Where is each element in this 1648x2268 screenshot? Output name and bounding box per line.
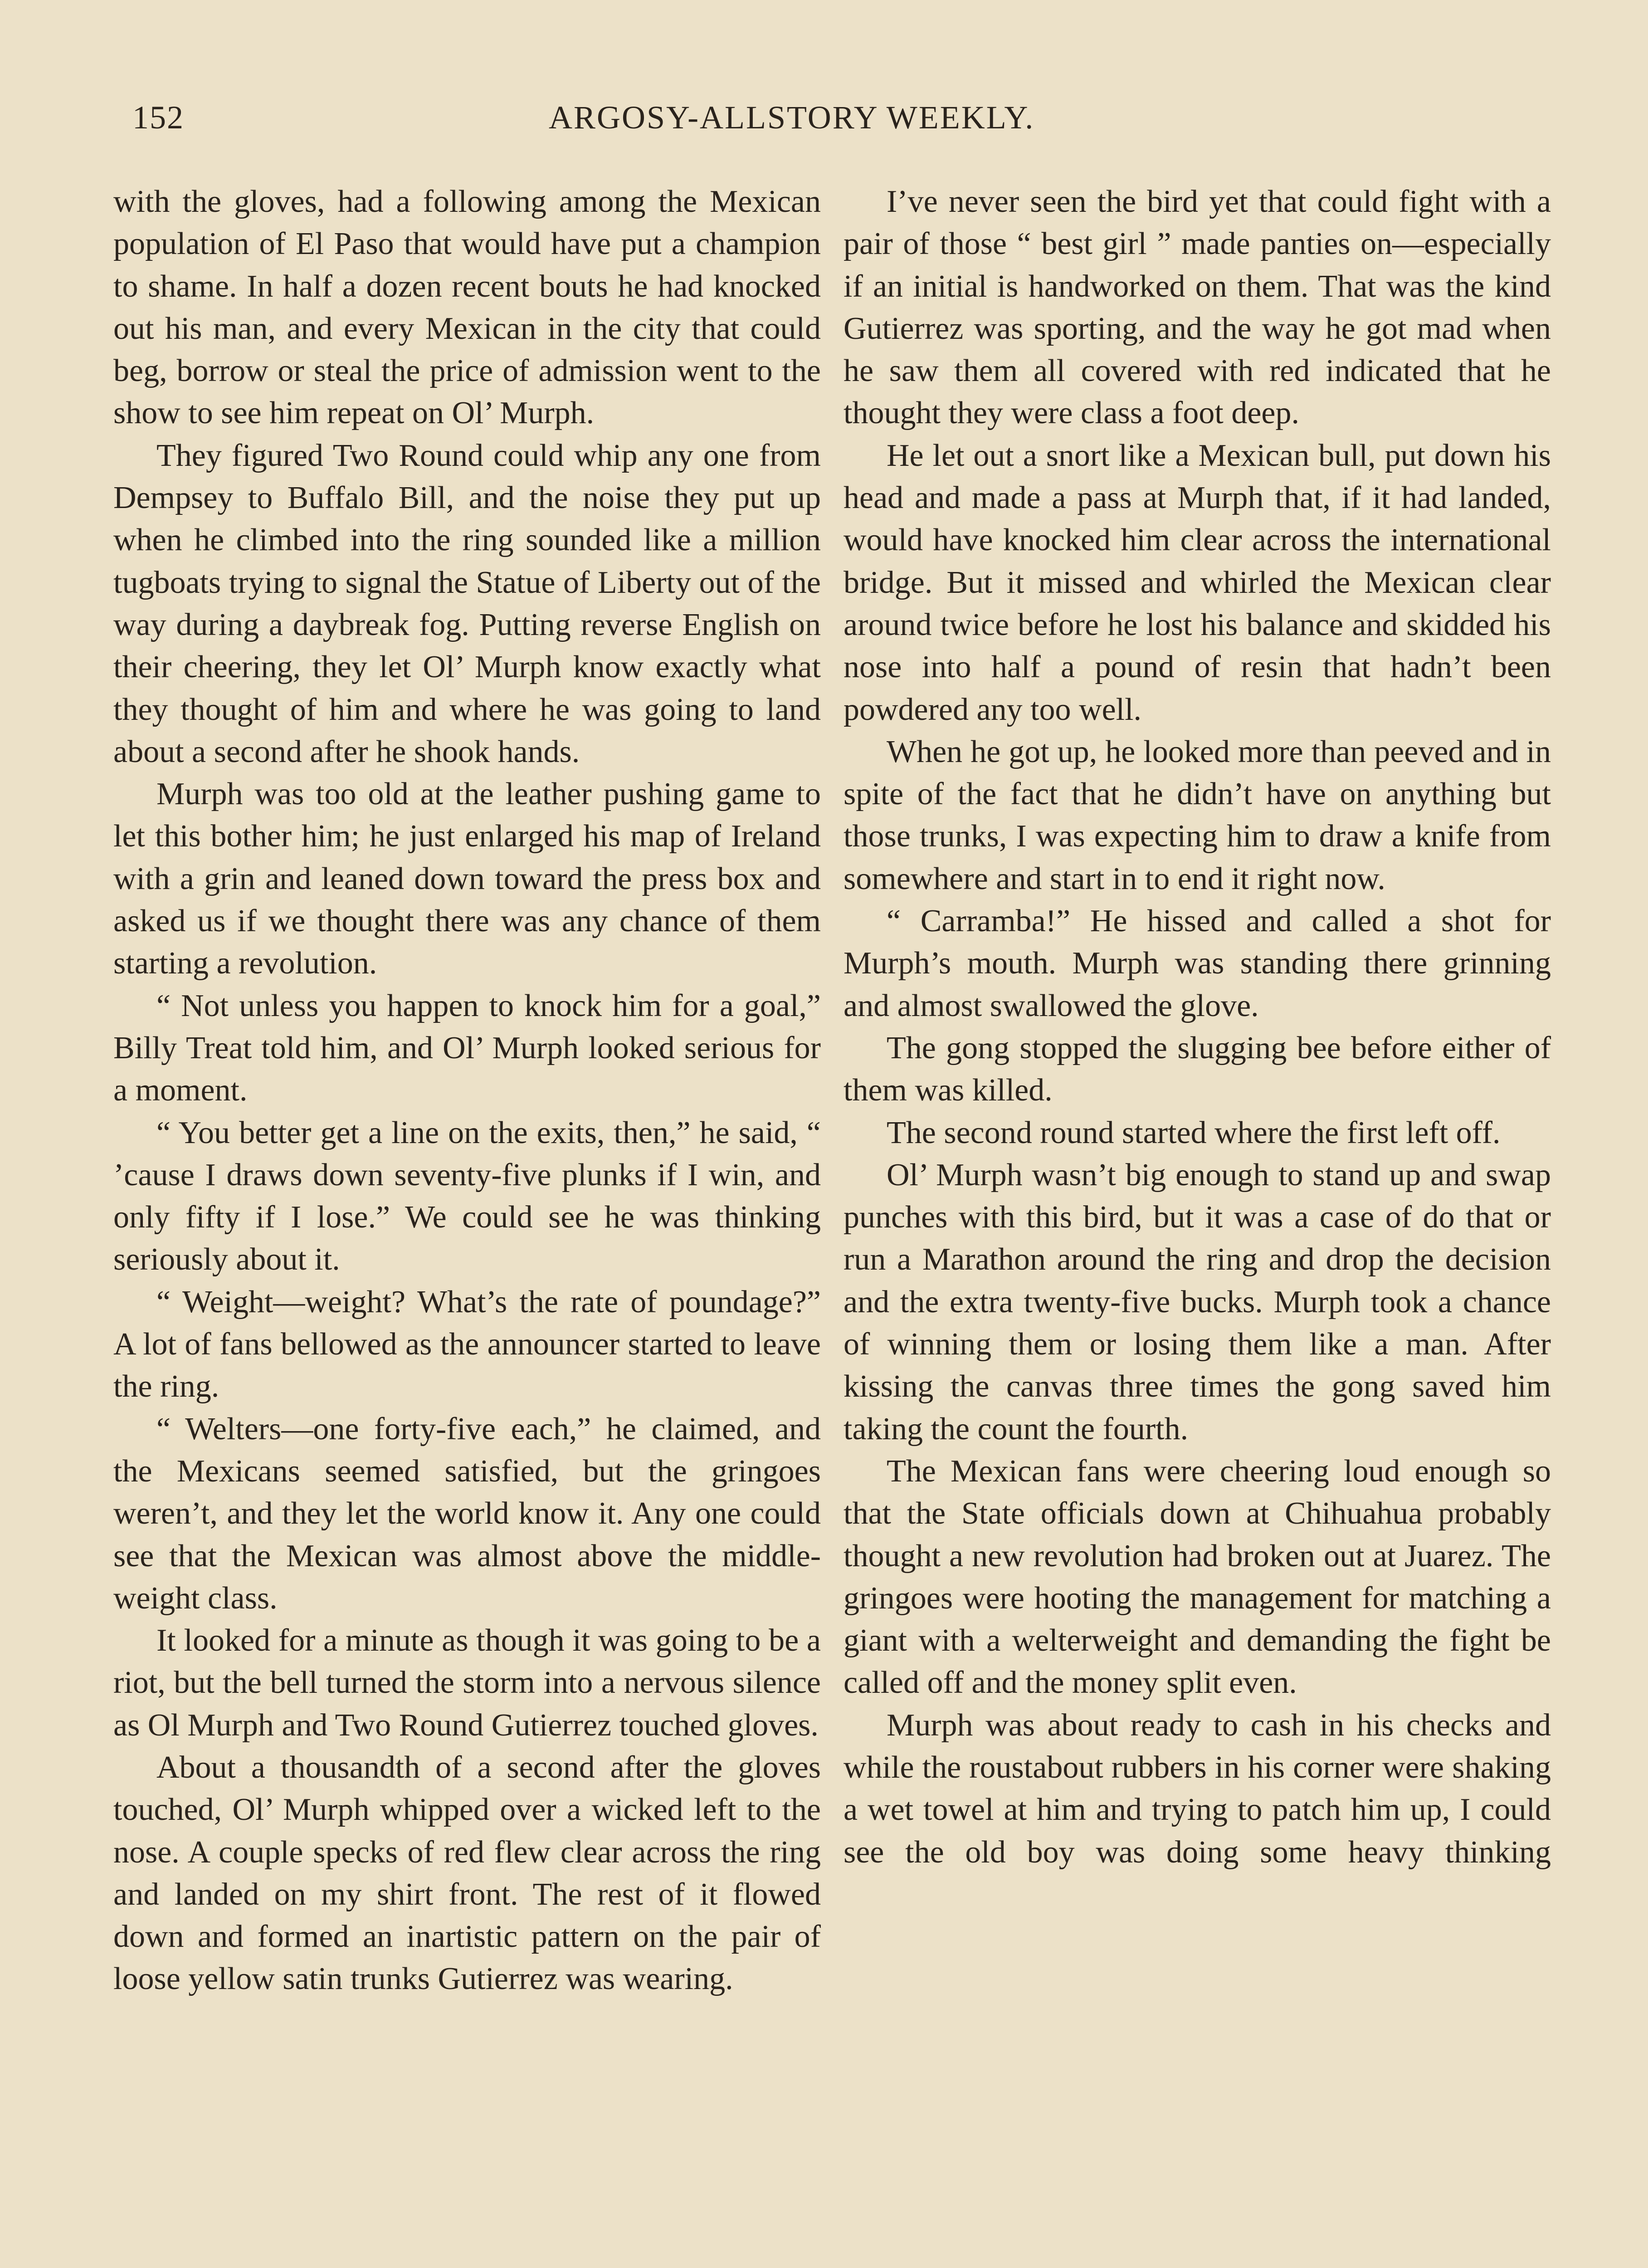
right-column [844,181,1551,1873]
paragraph: “ You better get a line on the exits, then,” he said, “ ’cause I draws down seventy-five plunks if I win, and only fifty if I lose.” We could see he was thinking seriously about it. [113,1115,821,1277]
left-column [113,181,821,2000]
paragraph: “ Carramba!” He hissed and called a shot for Murph’s mouth. Murph was standing there grinning and almost swallowed the glove. [844,904,1551,1023]
paragraph: Murph was too old at the leather pushing game to let this bother him; he just enlarged his map of Ireland with a grin and leaned down toward the press box and asked us if we thought there was any chance of them starting a revolution. [113,777,821,981]
running-head: ARGOSY-ALLSTORY WEEKLY. [549,99,1035,136]
paragraph: “ Welters—one forty-five each,” he claimed, and the Mexicans seemed satisfied, but the gringoes weren’t, and they let the world know it. Any one could see that the Mexican was almost above the middleweight class. [113,1411,821,1616]
paragraph: with the gloves, had a following among the Mexican population of El Paso that would have put a champion to shame. In half a dozen recent bouts he had knocked out his man, and every Mexican in the city that could beg, borrow or steal the price of admission went to the show to see him repeat on Ol’ Murph. [113,184,821,431]
page-number: 152 [132,99,184,136]
paragraph: It looked for a minute as though it was going to be a riot, but the bell turned the storm into a nervous silence as Ol Murph and Two Round Gutierrez touched gloves. [113,1623,821,1743]
paragraph: The second round started where the first left off. [887,1115,1501,1150]
paragraph: I’ve never seen the bird yet that could fight with a pair of those “ best girl ” made panties on—especially if an initial is handworked on them. That was the kind Gutierrez was sporting, and the way he got mad when he saw them all covered with red indicated that he thought they were class a foot deep. [844,184,1551,431]
paragraph: About a thousandth of a second after the gloves touched, Ol’ Murph whipped over a wicked left to the nose. A couple specks of red flew clear across the ring and landed on my shirt front. The rest of it flowed down and formed an inartistic pattern on the pair of loose yellow satin trunks Gutierrez was wearing. [113,1750,821,1997]
paragraph: He let out a snort like a Mexican bull, put down his head and made a pass at Murph that, if it had landed, would have knocked him clear across the international bridge. But it missed and whirled the Mexican clear around twice before he lost his balance and skidded his nose into half a pound of resin that hadn’t been powdered any too well. [844,438,1551,727]
paragraph: Murph was about ready to cash in his checks and while the roustabout rubbers in his corner were shaking a wet towel at him and trying to patch him up, I could see the old boy was doing some heavy thinking [844,1707,1551,1870]
paragraph: When he got up, he looked more than peeved and in spite of the fact that he didn’t have on anything but those trunks, I was expecting him to draw a knife from somewhere and start in to end it right now. [844,734,1551,896]
paragraph: The gong stopped the slugging bee before either of them was killed. [844,1030,1551,1108]
paragraph: “ Not unless you happen to knock him for a goal,” Billy Treat told him, and Ol’ Murph looked serious for a moment. [113,988,821,1108]
paragraph: The Mexican fans were cheering loud enough so that the State officials down at Chihuahua probably thought a new revolution had broken out at Juarez. The gringoes were hooting the management for matching a giant with a welterweight and demanding the fight be called off and the money split even. [844,1453,1551,1701]
paragraph: “ Weight—weight? What’s the rate of poundage?” A lot of fans bellowed as the announcer started to leave the ring. [113,1284,821,1404]
paragraph: They figured Two Round could whip any one from Dempsey to Buffalo Bill, and the noise they put up when he climbed into the ring sounded like a million tugboats trying to signal the Statue of Liberty out of the way during a daybreak fog. Putting reverse English on their cheering, they let Ol’ Murph know exactly what they thought of him and where he was going to land about a second after he shook hands. [113,438,821,769]
paragraph: Ol’ Murph wasn’t big enough to stand up and swap punches with this bird, but it was a case of do that or run a Marathon around the ring and drop the decision and the extra twenty-five bucks. Murph took a chance of winning them or losing them like a man. After kissing the canvas three times the gong saved him taking the count the fourth. [844,1157,1551,1447]
